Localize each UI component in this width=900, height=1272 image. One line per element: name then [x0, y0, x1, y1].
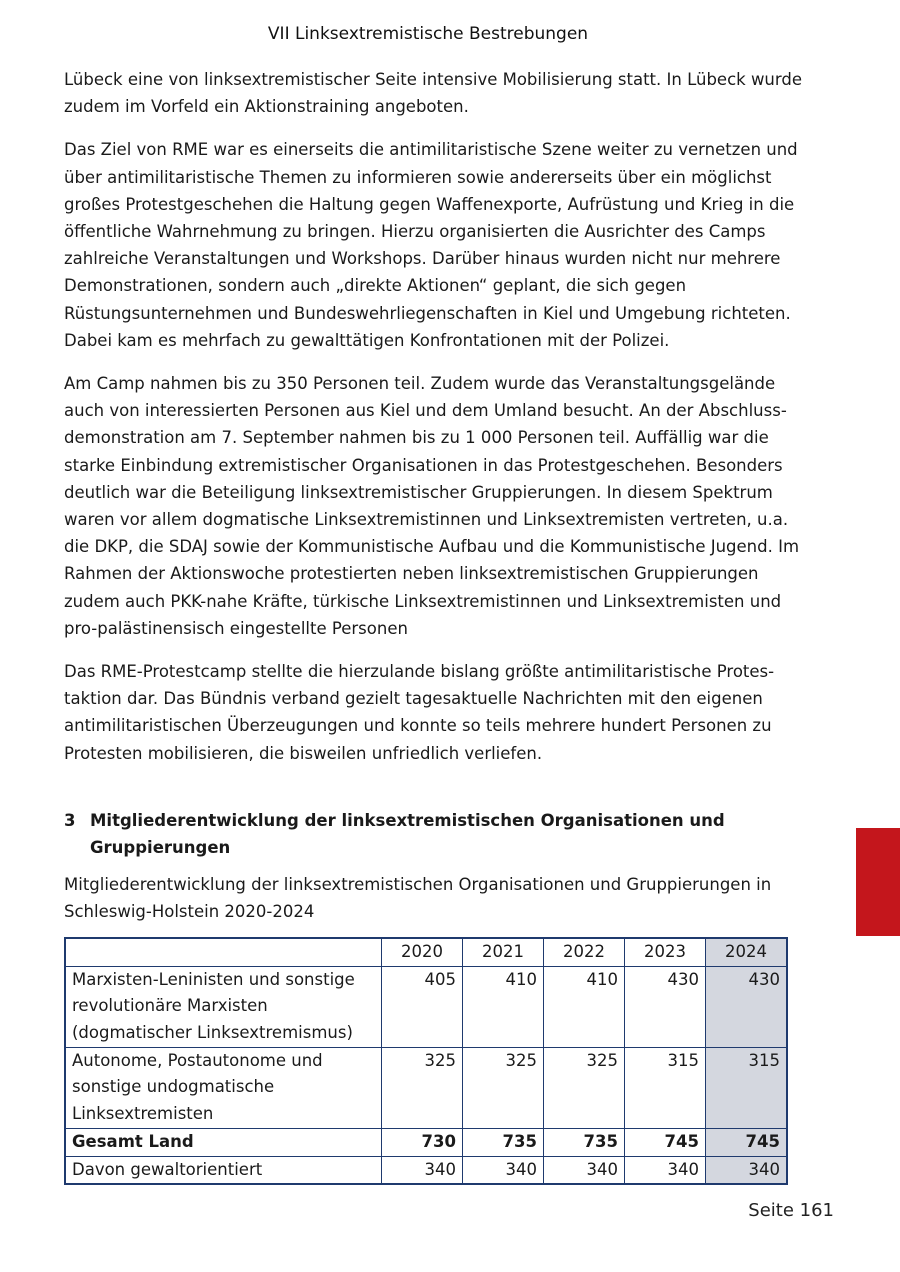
chapter-side-tab: [856, 828, 900, 936]
section-title: Mitgliederentwicklung der linksextremistischen Organisationen und Gruppierungen: [90, 810, 725, 857]
year-header: 2020: [382, 938, 463, 966]
year-header: 2021: [463, 938, 544, 966]
value-cell-highlighted: 430: [706, 966, 788, 1047]
value-cell: 340: [544, 1156, 625, 1184]
membership-table: [64, 937, 788, 1185]
table-row: [65, 1047, 787, 1128]
paragraph-3: Am Camp nahmen bis zu 350 Personen teil. Zudem wurde das Veranstaltungsgelände auch von interessierten Personen aus Kiel und dem Umland besucht. An der Abschlussdemonstration am 7. September nahmen bis zu 1 000 Personen teil. Auffällig war die starke Einbindung extremistischer Organisationen in das Protestgeschehen. Besonders deutlich war die Beteiligung linksextremistischer Gruppierungen. In diesem Spektrum waren vor allem dogmatische Linksextremistinnen und Linksextremisten vertreten, u.a. die DKP, die SDAJ sowie der Kommunistische Aufbau und die Kommunistische Jugend. Im Rahmen der Aktionswoche protestierten neben linksextremistischen Gruppierungen zudem auch PKK-nahe Kräfte, türkische Linksextremistinnen und Linksextremisten und pro-palästinensisch eingestellte Personen: [64, 374, 800, 638]
paragraph-4: Das RME-Protestcamp stellte die hierzulande bislang größte antimilitaristische Protestaktion dar. Das Bündnis verband gezielt tagesaktuelle Nachrichten mit den eigenen antimilitaristischen Überzeugungen und konnte so teils mehrere hundert Personen zu Protesten mobilisieren, die bisweilen unfriedlich verliefen.: [64, 662, 775, 763]
value-cell: 340: [382, 1156, 463, 1184]
row-label: Autonome, Postautonome und sonstige undogmatische Linksextremisten: [65, 1047, 382, 1128]
table-header-row: [65, 938, 787, 966]
value-cell: 325: [463, 1047, 544, 1128]
value-cell: 735: [463, 1128, 544, 1156]
row-label: Gesamt Land: [65, 1128, 382, 1156]
value-cell: 745: [625, 1128, 706, 1156]
table-row-total: [65, 1128, 787, 1156]
value-cell-highlighted: 315: [706, 1047, 788, 1128]
running-head: VII Linksextremistische Bestrebungen: [267, 24, 589, 44]
year-header: 2022: [544, 938, 625, 966]
table-row: [65, 1156, 787, 1184]
paragraph-2: Das Ziel von RME war es einerseits die antimilitaristische Szene weiter zu vernetzen und über antimilitaristische Themen zu informieren sowie andererseits über ein möglichst großes Protestgeschehen die Haltung gegen Waffenexporte, Aufrüstung und Krieg in die öffentliche Wahrnehmung zu bringen. Hierzu organisierten die Ausrichter des Camps zahlreiche Veranstaltungen und Workshops. Darüber hinaus wurden nicht nur mehrere Demonstrationen, sondern auch „direkte Aktionen“ geplant, die sich gegen Rüstungsunternehmen und Bundeswehrliegenschaften in Kiel und Umgebung richteten. Dabei kam es mehrfach zu gewalttätigen Konfrontationen mit der Polizei.: [64, 140, 798, 350]
value-cell: 410: [544, 966, 625, 1047]
value-cell: 340: [625, 1156, 706, 1184]
value-cell: 315: [625, 1047, 706, 1128]
row-label: Davon gewaltorientiert: [65, 1156, 382, 1184]
value-cell: 430: [625, 966, 706, 1047]
value-cell: 405: [382, 966, 463, 1047]
value-cell-highlighted: 745: [706, 1128, 788, 1156]
header-blank-cell: [65, 938, 382, 966]
year-header: 2023: [625, 938, 706, 966]
section-number: 3: [64, 810, 76, 830]
value-cell: 735: [544, 1128, 625, 1156]
table-caption: Mitgliederentwicklung der linksextremistischen Organisationen und Gruppierungen in Schleswig-Holstein 2020-2024: [64, 874, 772, 921]
value-cell: 410: [463, 966, 544, 1047]
value-cell-highlighted: 340: [706, 1156, 788, 1184]
value-cell: 325: [544, 1047, 625, 1128]
page-content: [64, 66, 804, 1185]
year-header-highlighted: 2024: [706, 938, 788, 966]
value-cell: 340: [463, 1156, 544, 1184]
table-row: [65, 966, 787, 1047]
section-heading: [64, 807, 804, 861]
page-number: Seite 161: [748, 1200, 834, 1221]
paragraph-1: Lübeck eine von linksextremistischer Seite intensive Mobilisierung statt. In Lübeck wurde zudem im Vorfeld ein Aktionstraining angeboten.: [64, 70, 803, 117]
row-label: Marxisten-Leninisten und sonstige revolutionäre Marxisten (dogmatischer Linksextremismus): [65, 966, 382, 1047]
value-cell: 325: [382, 1047, 463, 1128]
value-cell: 730: [382, 1128, 463, 1156]
